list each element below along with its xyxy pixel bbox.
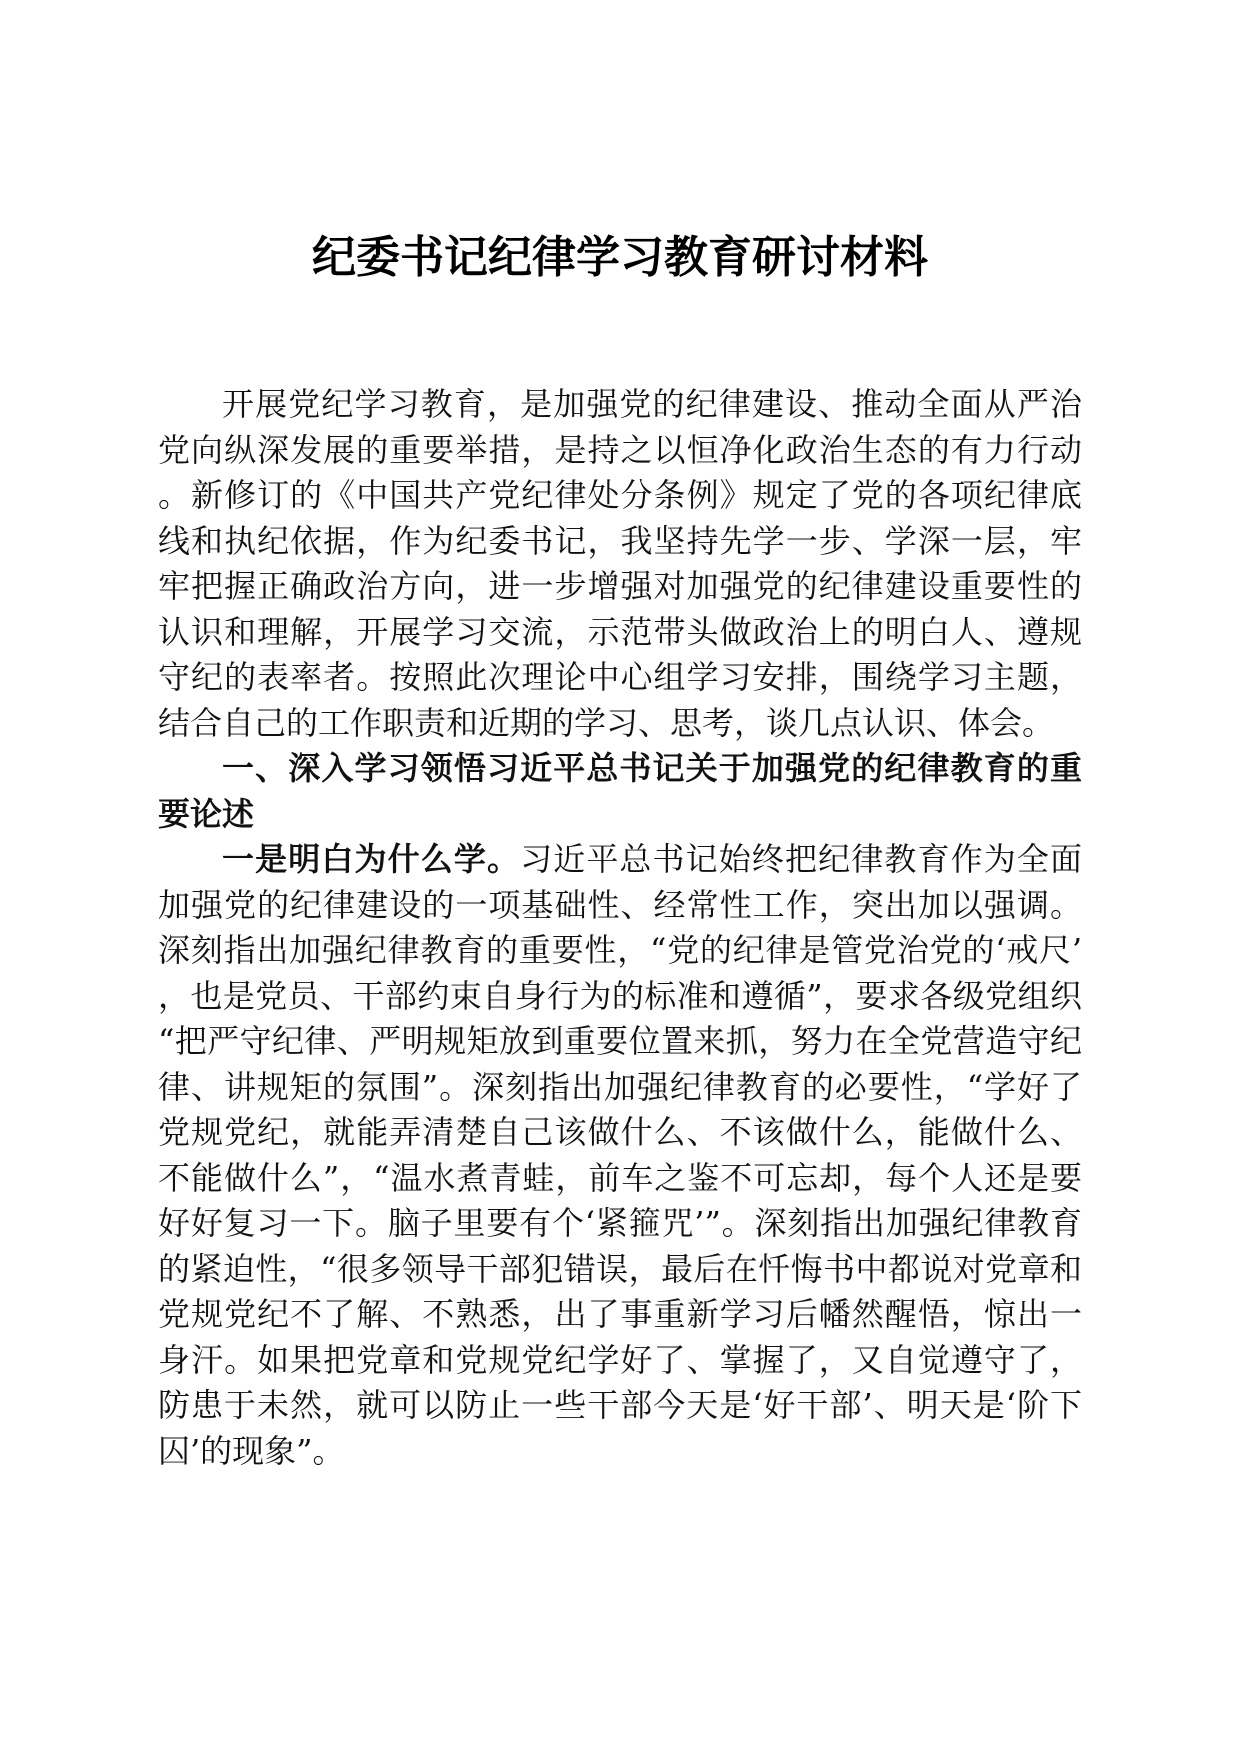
- point-1-text: 习近平总书记始终把纪律教育作为全面加强党的纪律建设的一项基础性、经常性工作，突出加以强调。深刻指出加强纪律教育的重要性，“党的纪律是管党治党的‘戒尺’，也是党员、干部约束自身行为的标准和遵循”，要求各级党组织“把严守纪律、严明规矩放到重要位置来抓，努力在全党营造守纪律、讲规矩的氛围”。深刻指出加强纪律教育的必要性，“学好了党规党纪，就能弄清楚自己该做什么、不该做什么，能做什么、不能做什么”，“温水煮青蛙，前车之鉴不可忘却，每个人还是要好好复习一下。脑子里要有个‘紧箍咒’”。深刻指出加强纪律教育的紧迫性，“很多领导干部犯错误，最后在忏悔书中都说对党章和党规党纪不了解、不熟悉，出了事重新学习后幡然醒悟，惊出一身汗。如果把党章和党规党纪学好了、掌握了，又自觉遵守了，防患于未然，就可以防止一些干部今天是‘好干部’、明天是‘阶下囚’的现象”。: [158, 840, 1082, 1470]
- point-1-lead: 一是明白为什么学。: [222, 840, 521, 878]
- intro-paragraph: 开展党纪学习教育，是加强党的纪律建设、推动全面从严治党向纵深发展的重要举措，是持之以恒净化政治生态的有力行动。新修订的《中国共产党纪律处分条例》规定了党的各项纪律底线和执纪依据，作为纪委书记，我坚持先学一步、学深一层，牢牢把握正确政治方向，进一步增强对加强党的纪律建设重要性的认识和理解，开展学习交流，示范带头做政治上的明白人、遵规守纪的表率者。按照此次理论中心组学习安排，围绕学习主题，结合自己的工作职责和近期的学习、思考，谈几点认识、体会。: [158, 385, 1082, 742]
- document-title: 纪委书记纪律学习教育研讨材料: [312, 232, 928, 283]
- section-heading-1: 一、深入学习领悟习近平总书记关于加强党的纪律教育的重要论述: [158, 749, 1082, 833]
- point-1-paragraph: [158, 837, 1082, 1474]
- document-body: [158, 382, 1082, 1474]
